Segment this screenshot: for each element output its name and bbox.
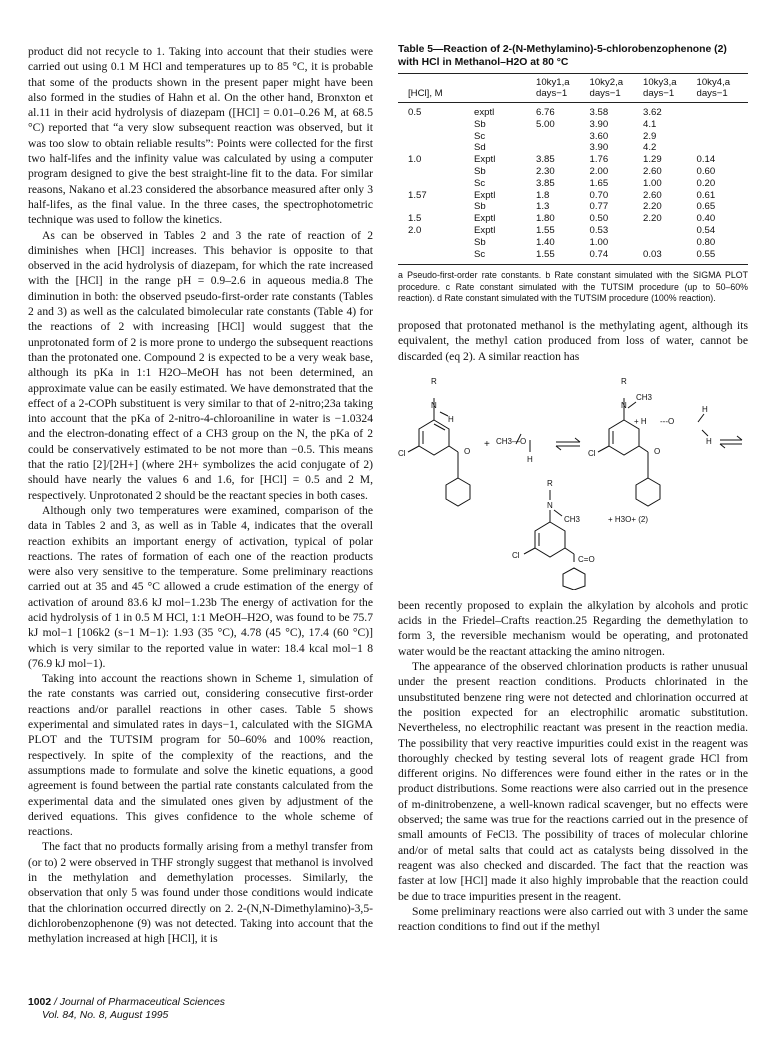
table-cell: 2.20 xyxy=(643,213,662,225)
phenyl-ring xyxy=(563,568,585,590)
table-cell: Exptl xyxy=(474,213,496,225)
page-footer xyxy=(28,996,225,1022)
table-cell: Exptl xyxy=(474,154,496,166)
table-cell: 3.85 xyxy=(536,154,555,166)
table-header-cell xyxy=(472,74,534,103)
table-row xyxy=(398,178,748,190)
table-cell xyxy=(641,225,695,237)
table-row xyxy=(398,119,748,131)
table-cell: 0.50 xyxy=(589,213,609,225)
table-cell: 0.60 xyxy=(696,165,716,177)
table-header-cell: 10ky1,a days−1 xyxy=(534,74,588,103)
table-header-cell: 10ky2,a days−1 xyxy=(588,74,642,103)
nitrogen-label: N xyxy=(621,400,627,410)
reaction-scheme xyxy=(398,372,748,590)
table-cell: Sb xyxy=(474,118,486,130)
carbonyl-label: C=O xyxy=(578,554,595,564)
table-cell: Exptl xyxy=(474,189,496,201)
table-cell: 0.77 xyxy=(589,201,609,213)
table-cell xyxy=(398,249,472,265)
left-column xyxy=(28,44,373,947)
page-number: 1002 xyxy=(28,997,52,1008)
methyl-label: CH3 xyxy=(564,514,581,524)
table-cell: Sc xyxy=(472,249,534,265)
r-group-label: R xyxy=(431,376,437,386)
table-cell xyxy=(398,142,472,154)
body-paragraph: Some preliminary reactions were also carried out with 3 under the same reaction conditions to find out if the methyl xyxy=(398,904,748,934)
table-row xyxy=(398,142,748,154)
table-cell: 0.80 xyxy=(696,236,716,248)
right-column xyxy=(398,44,748,934)
table-cell: 1.00 xyxy=(589,236,609,248)
table-cell xyxy=(398,166,472,178)
table-footnote: a Pseudo-first-order rate constants. b Rate constant simulated with the SIGMA PLOT procedure. c Rate constant simulated with the TUTSIM procedure (up to 50–60% reaction). d Rate constant simulated with the TUTSIM procedure (100% reaction). xyxy=(398,270,748,303)
body-paragraph: Although only two temperatures were examined, comparison of the data in Tables 2 and 3, as well as in Table 4, indicates that the overall reaction exhibits an important energy of activation, typical of polar reactions. The rates of formation of each one of the reaction products were also very sensitive to the temperature. Some preliminary reactions carried out at 35 and 45 °C allowed a crude estimation of the energy of activation of around 83.6 kJ mol−1.23b The energy of activation for the acid hydrolysis of 1 in 0.5 M HCl, 1:1 MeOH–H2O, was found to be 75.7 kJ mol−1 [106k2 (s−1 M−1): 1.93 (35 °C), 4.78 (45 °C), 17.4 (60 °C)] which is very similar to the reported value in water: 18.4 kcal mol−1 8 (76.9 kJ mol−1). xyxy=(28,503,373,670)
table-row xyxy=(398,237,748,249)
table-cell: 1.0 xyxy=(408,154,422,166)
table-cell xyxy=(398,178,472,190)
body-paragraph: As can be observed in Tables 2 and 3 the rate of reaction of 2 diminishes when [HCl] increases. This behavior is opposite to that observed in the acid hydrolysis of diazepam, for which the rate increased with the [HCl] in the range pH = 0.9–2.6 in aqueous media.8 The diminution in both: the observed pseudo-first-order rate constants (Tables 2 and 3) as well as the calculated bimolecular rate constants (Table 4) for the reactions of 2 with increasing [HCl] would suggest that the unprotonated form of 2 is more prone to undergo the subsequent reactions than the protonated one. Compound 2 is expected to be a very weak base, although its pKa in 1:1 H2O–MeOH has not been determined, an approximate value can be easily estimated. We have demonstrated that the effect of a 2-COPh substituent is very similar to that of 2-nitro;23a taking into account that the pKa of 2-nitro-4-chloroaniline in water is −1.0324 and the electron-donating effect of a CH3 group on the N, the pKa of 2 could be conservatively estimated to be not more than −0.5. This means that the ratio [2]/[2H+] (where 2H+ symbolizes the acid conjugate of 2) should have nearly the values 6 and 1.6, for [HCl] = 0.5 and 2 M, respectively. Unprotonated 2 should be the reactant species in both cases. xyxy=(28,228,373,502)
table-cell: 1.40 xyxy=(536,236,555,248)
table-row xyxy=(398,190,748,202)
table-row xyxy=(398,166,748,178)
hydrogen-label: H xyxy=(448,414,454,424)
table-header xyxy=(398,74,748,103)
table-title: Table 5—Reaction of 2-(N-Methylamino)-5-chlorobenzophenone (2) with HCl in Methanol–H2O at 80 °C xyxy=(398,44,727,68)
table-cell: 5.00 xyxy=(536,118,555,130)
table-cell: 2.9 xyxy=(643,130,657,142)
table-row xyxy=(398,225,748,237)
table-cell xyxy=(695,119,749,131)
table-cell: 1.5 xyxy=(408,213,422,225)
carbonyl-oxygen-label: O xyxy=(464,446,471,456)
table-cell: 1.65 xyxy=(589,177,609,189)
table-cell xyxy=(534,142,588,154)
table-cell: 2.60 xyxy=(643,165,662,177)
plus-sign: + xyxy=(484,438,490,450)
table-cell: Sb xyxy=(474,165,486,177)
table-cell: Sb xyxy=(474,236,486,248)
chlorine-label: Cl xyxy=(398,448,406,458)
body-paragraph: product did not recycle to 1. Taking into account that their studies were carried out using 0.1 M HCl and temperatures up to 85 °C, it is probable that some of the products shown in the present paper might have been also formed in the studies of Hahn et al. On the other hand, Bronxton et al.11 in their acid hydrolysis of diazepam ([HCl] = 0.01–0.26 M, at 68.5 °C) reported that “a very slow subsequent reaction was observed, but it was too slow to obtain reliable results”: Points were collected for the first two half-lifes and the infinity value was calculated by using a computer program designed to give the best straight-line fit to the data. For similar reasons, Nakano et al.23 considered the absorbance measured after only 3 half-lifes, as the final value. In the three cases, the spectrophotometric technique was used to follow the kinetics. xyxy=(28,45,373,227)
table-cell: 0.55 xyxy=(695,249,749,265)
table-cell: 0.14 xyxy=(696,154,716,166)
table-cell: 0.70 xyxy=(589,189,609,201)
table-cell: 3.62 xyxy=(643,107,662,118)
table-cell: 1.57 xyxy=(408,189,427,201)
hydrogen-label: H xyxy=(527,454,533,464)
rate-table xyxy=(398,73,748,265)
table-cell: 2.0 xyxy=(408,224,422,236)
ammonium-h-label: + H xyxy=(634,416,647,426)
table-cell: 2.60 xyxy=(643,189,662,201)
table-cell: Sb xyxy=(474,201,486,213)
nitrogen-label: N xyxy=(431,400,437,410)
product-tail-label: + H3O+ (2) xyxy=(608,514,649,524)
table-cell: 1.80 xyxy=(536,213,555,225)
table-cell: 0.54 xyxy=(696,224,716,236)
table-cell xyxy=(398,119,472,131)
table-cell: 0.65 xyxy=(696,201,716,213)
table-cell: Sd xyxy=(474,142,486,154)
table-cell xyxy=(695,131,749,143)
hydrogen-label: H xyxy=(706,436,712,446)
methyl-label: CH3 xyxy=(636,392,653,402)
table-row xyxy=(398,154,748,166)
table-cell: 6.76 xyxy=(536,107,555,118)
reaction-scheme-drawing xyxy=(398,372,748,590)
table-row xyxy=(398,249,748,265)
phenyl-ring xyxy=(446,478,470,506)
table-body xyxy=(398,103,748,265)
table-cell: 1.55 xyxy=(534,249,588,265)
table-cell xyxy=(695,142,749,154)
table-cell xyxy=(695,103,749,119)
table-row xyxy=(398,201,748,213)
carbonyl-oxygen-label: O xyxy=(654,446,661,456)
table-cell xyxy=(398,201,472,213)
table-cell xyxy=(641,237,695,249)
table-cell: 4.1 xyxy=(643,118,657,130)
body-paragraph: The fact that no products formally arising from a methyl transfer from (or to) 2 were observed in THF strongly suggest that methanol is involved in the methylation and demethylation processes. Similarly, the observation that only 5 was found under those conditions would indicate that the chlorination occurred directly on 2. 2-(N,N-Dimethylamino)-3,5-dichlorobenzophenone (9) was not detected. Taking into account that the methylation increased at high [HCl], it is xyxy=(28,840,373,946)
table-cell: 4.2 xyxy=(643,142,657,154)
table-cell: 1.8 xyxy=(536,189,550,201)
table-header-cell: 10ky4,a days−1 xyxy=(695,74,749,103)
table-cell xyxy=(398,131,472,143)
table-cell: 1.55 xyxy=(536,224,555,236)
table-row xyxy=(398,213,748,225)
table-row xyxy=(398,131,748,143)
table-cell: 0.5 xyxy=(408,107,422,118)
table-cell: Exptl xyxy=(474,224,496,236)
table-cell: 1.3 xyxy=(536,201,550,213)
table-cell: 0.74 xyxy=(588,249,642,265)
table-cell: 0.20 xyxy=(696,177,716,189)
table-cell: 1.29 xyxy=(643,154,662,166)
hydrogen-bond-label: ---O xyxy=(660,416,675,426)
body-paragraph: proposed that protonated methanol is the methylating agent, although its equivalent, the methyl cation produced from loss of water, cannot be discarded (eq 2). A similar reaction has xyxy=(398,318,748,363)
r-group-label: R xyxy=(621,376,627,386)
table-cell: 0.53 xyxy=(589,224,609,236)
journal-name: / Journal of Pharmaceutical Sciences xyxy=(54,997,225,1008)
table-cell: 3.90 xyxy=(589,118,609,130)
table-cell: exptl xyxy=(474,107,495,118)
table-cell: 3.90 xyxy=(589,142,609,154)
table-cell: Sc xyxy=(474,177,486,189)
table-cell: 0.03 xyxy=(641,249,695,265)
body-paragraph: Taking into account the reactions shown in Scheme 1, simulation of the rate constants was carried out, considering consecutive first-order reactions and/or parallel reactions in other cases. Table 5 shows experimental and simulated rates in days−1, calculated with the SIGMA PLOT and the TUTSIM program for 50–60% and 100% reaction, respectively. In spite of the complexity of the reactions, and the assumptions made to formulate and solve the kinetic equations, a good agreement is found between the partial rate constants calculated from the experimental data and the simulated ones given by adjustment of the derived equations. This gives confidence to the whole scheme of reactions. xyxy=(28,672,373,839)
table-cell: 2.00 xyxy=(589,165,609,177)
table-cell: 3.60 xyxy=(589,130,609,142)
table-cell xyxy=(534,131,588,143)
table-row xyxy=(398,103,748,119)
table-cell: 2.30 xyxy=(536,165,555,177)
table-header-cell: 10ky3,a days−1 xyxy=(641,74,695,103)
chlorine-label: Cl xyxy=(512,550,520,560)
r-group-label: R xyxy=(547,478,553,488)
table-cell: 1.76 xyxy=(589,154,609,166)
journal-volume: Vol. 84, No. 8, August 1995 xyxy=(42,1010,169,1021)
table-cell: 0.40 xyxy=(696,213,716,225)
chlorine-label: Cl xyxy=(588,448,596,458)
methoxy-label: CH3—O xyxy=(496,436,527,446)
phenyl-ring xyxy=(636,478,660,506)
table-cell: 3.85 xyxy=(536,177,555,189)
table-cell: 0.61 xyxy=(696,189,716,201)
nitrogen-label: N xyxy=(547,500,553,510)
table-cell: 1.00 xyxy=(643,177,662,189)
table-cell: 2.20 xyxy=(643,201,662,213)
table-header-cell: [HCl], M xyxy=(398,74,472,103)
table-cell: Sc xyxy=(474,130,486,142)
body-paragraph: The appearance of the observed chlorination products is rather unusual under the present reaction conditions. Products chlorinated in the unsubstituted benzene ring were not detected and chlorination occurred at the position expected for an electrophilic aromatic substitution. Nevertheless, no electrophilic reactant was present in the reaction media. The possibility that very reactive impurities could exist in the reagent was thoroughly checked by testing several lots of reagent grade HCl from different origins. No differences were found either in the rates or in the product distributions. Some reactions were also carried out in the presence of m-dinitrobenzene, a well-known radical scavenger, but no effects were observed; the same was true for the reactions carried out in the presence of small amounts of FeCl3. The possibility of traces of molecular chlorine and/or of metal salts that could act as catalysts being dissolved in the reagent was also checked and discarded. The fact that the reaction was faster at low [HCl] made it also highly improbable that the reaction could be due to trace impurities present in the reagent. xyxy=(398,660,748,903)
table-cell xyxy=(398,237,472,249)
hydrogen-label: H xyxy=(702,404,708,414)
table-cell: 3.58 xyxy=(589,107,609,118)
body-paragraph: been recently proposed to explain the alkylation by alcohols and protic acids in the Friedel–Crafts reaction.25 Regarding the demethylation to form 3, the reversible mechanism would be operating, and protonated water would be the reactant attacking the amino nitrogen. xyxy=(398,598,748,658)
